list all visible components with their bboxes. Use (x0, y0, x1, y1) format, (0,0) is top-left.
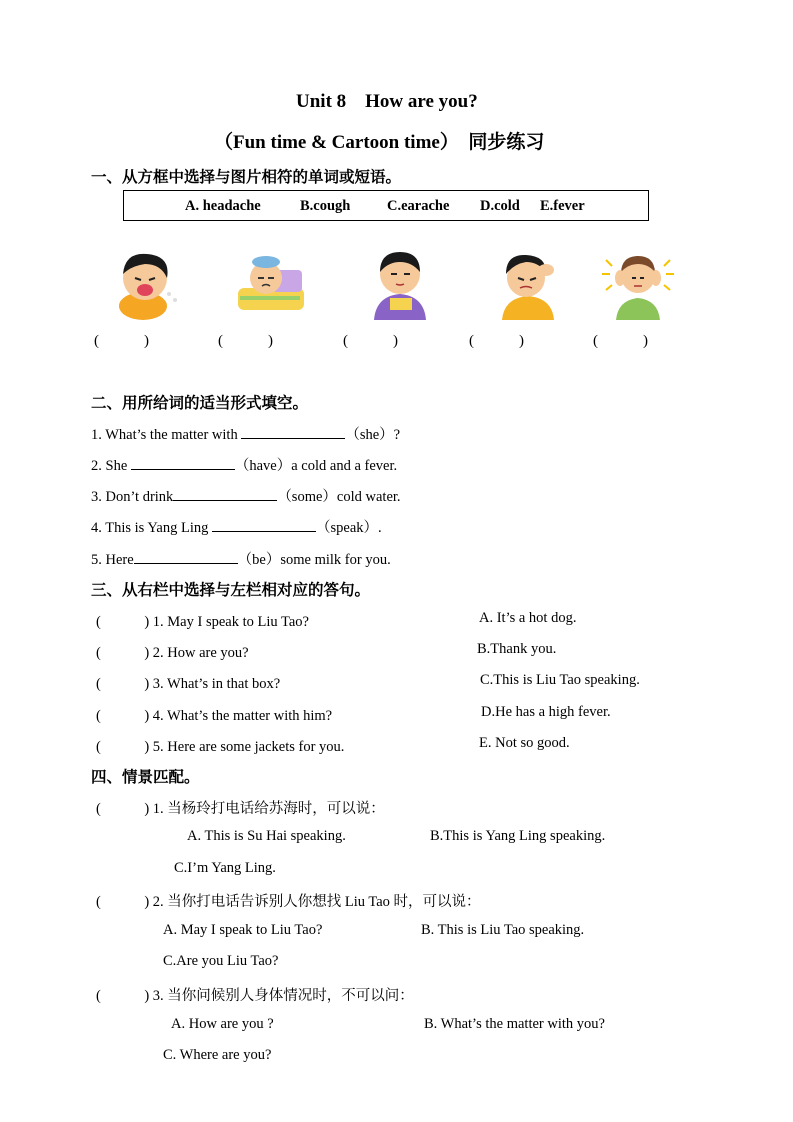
scenario-2-option-a: A. May I speak to Liu Tao? (163, 922, 323, 938)
fill-item-3-prefix: 3. Don’t drink (91, 489, 174, 505)
section-1-heading: 一、从方框中选择与图片相符的单词或短语。 (91, 167, 402, 186)
scenario-3-option-c: C. Where are you? (163, 1047, 272, 1063)
fill-item-3-suffix: （some）cold water. (277, 489, 401, 505)
fill-item-2 (91, 454, 397, 475)
match-right-e: E. Not so good. (479, 735, 570, 751)
scenario-3-stem[interactable]: ( ) 3. 当你问候别人身体情况时，不可以问： (96, 988, 414, 1004)
fill-item-4-suffix: （speak）. (316, 520, 382, 536)
fill-item-4 (91, 516, 382, 537)
coughing-boy-picture (105, 240, 185, 320)
match-right-b: B.Thank you. (477, 641, 557, 657)
answer-paren-3[interactable]: ( ) (343, 333, 398, 349)
match-left-2[interactable]: ( ) 2. How are you? (96, 645, 249, 661)
fill-blank-5[interactable] (134, 550, 238, 564)
fill-item-4-prefix: 4. This is Yang Ling (91, 520, 212, 536)
fill-item-5-suffix: （be）some milk for you. (237, 552, 391, 568)
option-a: A. headache (185, 198, 261, 214)
fill-item-2-prefix: 2. She (91, 458, 131, 474)
scenario-2-option-b: B. This is Liu Tao speaking. (421, 922, 585, 938)
section-3-heading: 三、从右栏中选择与左栏相对应的答句。 (91, 580, 371, 599)
fill-blank-4[interactable] (212, 518, 316, 532)
fill-blank-3[interactable] (173, 487, 277, 501)
match-left-3[interactable]: ( ) 3. What’s in that box? (96, 676, 281, 692)
page-title: Unit 8 How are you? (296, 91, 478, 112)
answer-paren-2[interactable]: ( ) (218, 333, 273, 349)
boy-with-headache-picture (488, 240, 568, 320)
section-4-heading: 四、情景匹配。 (91, 767, 200, 786)
page-subtitle: （Fun time & Cartoon time） 同步练习 (214, 132, 545, 153)
fill-item-2-suffix: （have）a cold and a fever. (234, 458, 398, 474)
fill-item-3 (91, 485, 401, 506)
fill-item-1-prefix: 1. What’s the matter with (91, 427, 242, 443)
scenario-2-stem[interactable]: ( ) 2. 当你打电话告诉别人你想找 Liu Tao 时，可以说： (96, 894, 481, 910)
child-with-earache-picture (598, 240, 678, 320)
scenario-3-option-b: B. What’s the matter with you? (424, 1016, 605, 1032)
option-e: E.fever (540, 198, 585, 214)
match-right-d: D.He has a high fever. (481, 704, 611, 720)
match-right-a: A. It’s a hot dog. (479, 610, 577, 626)
scenario-1-option-a: A. This is Su Hai speaking. (187, 828, 346, 844)
match-right-c: C.This is Liu Tao speaking. (480, 672, 640, 688)
section-2-heading: 二、用所给词的适当形式填空。 (91, 393, 309, 412)
scenario-1-option-b: B.This is Yang Ling speaking. (430, 828, 606, 844)
option-c: C.earache (387, 198, 450, 214)
boy-with-cold-picture (360, 240, 440, 320)
option-b: B.cough (300, 198, 351, 214)
match-left-4[interactable]: ( ) 4. What’s the matter with him? (96, 708, 333, 724)
answer-paren-5[interactable]: ( ) (593, 333, 648, 349)
match-left-1[interactable]: ( ) 1. May I speak to Liu Tao? (96, 614, 309, 630)
scenario-1-stem[interactable]: ( ) 1. 当杨玲打电话给苏海时，可以说： (96, 801, 385, 817)
answer-paren-4[interactable]: ( ) (469, 333, 524, 349)
fill-blank-2[interactable] (131, 456, 235, 470)
scenario-2-option-c: C.Are you Liu Tao? (163, 953, 279, 969)
fill-item-5-prefix: 5. Here (91, 552, 134, 568)
scenario-1-option-c: C.I’m Yang Ling. (174, 860, 276, 876)
fill-item-5 (91, 548, 391, 569)
match-left-5[interactable]: ( ) 5. Here are some jackets for you. (96, 739, 345, 755)
fill-item-1 (91, 423, 400, 444)
scenario-3-option-a: A. How are you ? (171, 1016, 274, 1032)
fill-item-1-suffix: （she）? (345, 427, 401, 443)
fever-in-bed-picture (232, 240, 312, 320)
answer-paren-1[interactable]: ( ) (94, 333, 149, 349)
fill-blank-1[interactable] (241, 425, 345, 439)
option-d: D.cold (480, 198, 520, 214)
option-box (123, 190, 649, 221)
